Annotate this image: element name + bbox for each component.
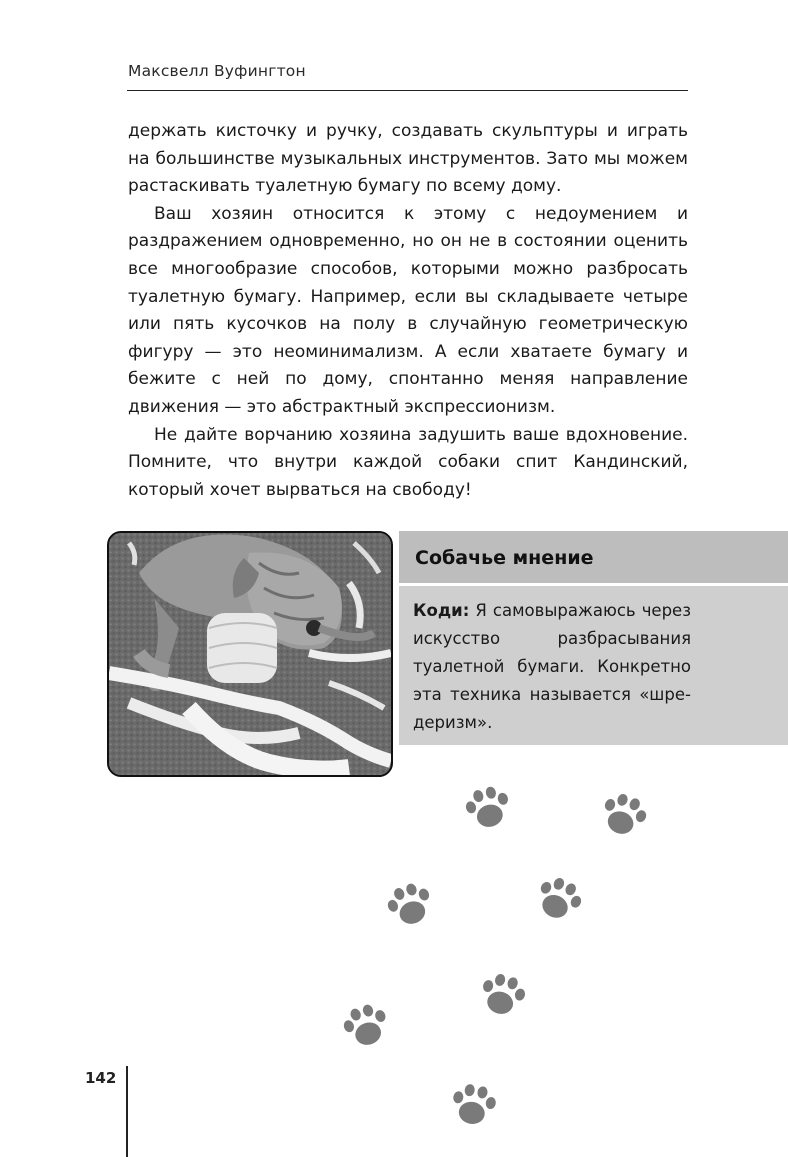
sidebar-quote xyxy=(413,597,691,737)
paragraph-2: Ваш хозяин относится к этому с недоумением и раздражением одновременно, но он не в состоянии оценить все многообразие способов, которыми можно разбросать туалетную бумагу. Например, если вы складываете четыре или пять кусочков на полу в случайную геометрическую фигуру — это неоминимализм. А если хватаете бумагу и бежите с ней по дому, спонтанно меняя направление движения — это абстрактный экспрессионизм. xyxy=(128,203,688,417)
sidebar-speaker: Коди: xyxy=(413,601,470,620)
sidebar-divider xyxy=(399,583,788,586)
paw-print-icon xyxy=(444,1078,502,1134)
sidebar-quote-text: Я самовыражаюсь через искусство разбрасывания туалетной бумаги. Конкретно эта техника называется «шредеризм». xyxy=(413,601,691,732)
paw-print-icon xyxy=(378,875,441,937)
paragraph-3: Не дайте ворчанию хозяина задушить ваше вдохновение. Помните, что внутри каждой собаки спит Кандинский, который хочет вырваться на свободу! xyxy=(128,424,688,500)
paw-print-icon xyxy=(335,996,397,1057)
paw-print-icon xyxy=(472,966,533,1025)
running-head-author: Максвелл Вуфингтон xyxy=(128,62,306,80)
sidebar-box xyxy=(399,531,788,745)
paragraph-1: держать кисточку и ручку, создавать скульптуры и играть на большинстве музыкальных инструментов. Зато мы можем растаскивать туалетную бумагу по всему дому. xyxy=(128,121,688,197)
header-rule xyxy=(127,90,688,91)
page-number: 142 xyxy=(85,1069,117,1087)
paw-print-icon xyxy=(458,779,519,838)
paw-print-icon xyxy=(525,868,591,933)
dog-photo xyxy=(107,531,393,777)
body-text xyxy=(128,118,688,504)
sidebar-title: Собачье мнение xyxy=(415,547,594,569)
paw-print-icon xyxy=(591,785,654,847)
folio-rule xyxy=(126,1066,128,1157)
